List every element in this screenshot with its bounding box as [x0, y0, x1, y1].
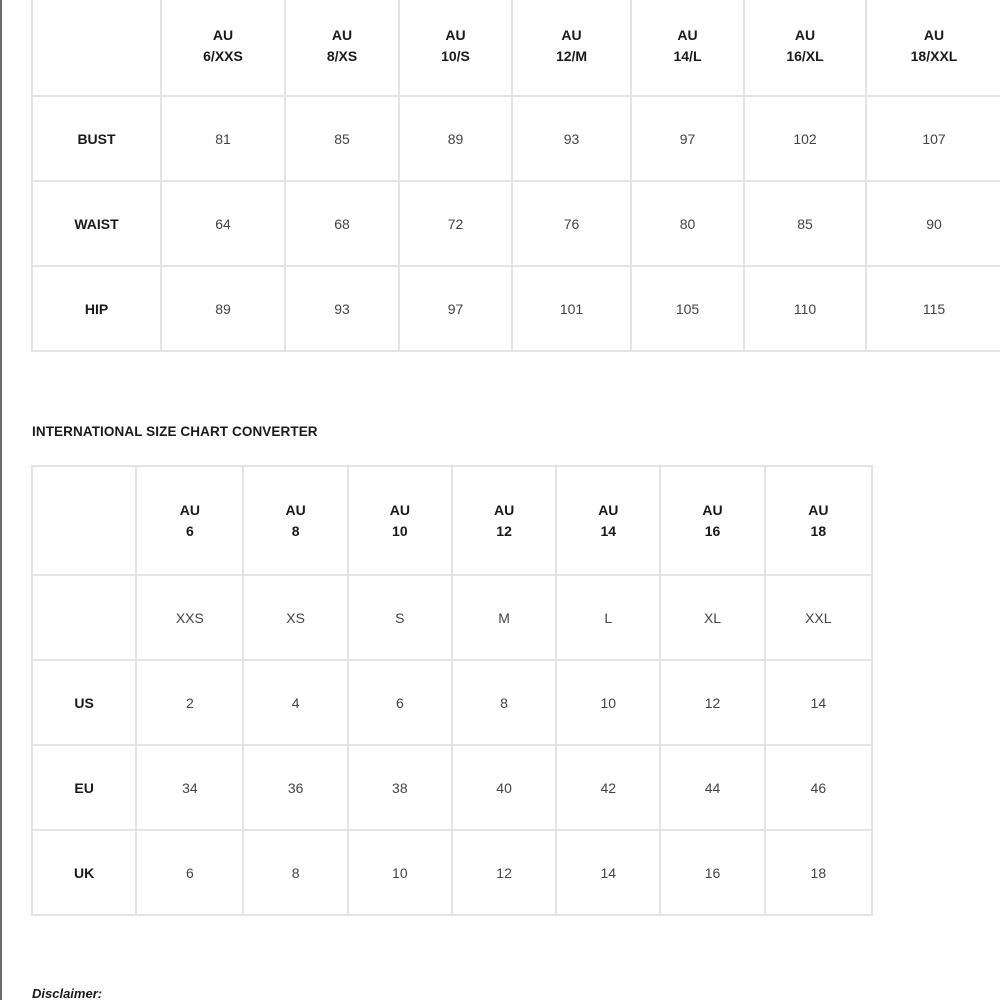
page-left-border: [0, 0, 2, 1000]
table-cell: 85: [745, 182, 865, 265]
table-cell: 102: [745, 97, 865, 180]
table-cell: 36: [244, 746, 346, 829]
size-header-region: AU: [794, 26, 816, 43]
size-header-cell: [766, 467, 871, 574]
size-header-region: AU: [598, 501, 619, 518]
row-label: WAIST: [33, 182, 160, 265]
table-cell: 8: [244, 831, 346, 914]
size-header-cell: [400, 0, 511, 95]
size-header-region: AU: [702, 501, 723, 518]
table-cell: 6: [349, 661, 451, 744]
size-header-size: 10/S: [441, 47, 470, 64]
table-cell: 2: [137, 661, 242, 744]
table-cell: 12: [661, 661, 763, 744]
table-header-row: [33, 467, 871, 574]
size-header-cell: [453, 467, 555, 574]
table-cell: 46: [766, 746, 871, 829]
size-header-size: 18: [810, 522, 827, 539]
size-converter-table: [31, 465, 873, 916]
size-header-size: 14: [600, 522, 617, 539]
table-cell: 14: [766, 661, 871, 744]
table-cell: 89: [162, 267, 284, 350]
size-header-cell: [661, 467, 763, 574]
table-cell: 16: [661, 831, 763, 914]
table-row-bust: [33, 97, 1000, 180]
table-cell: 101: [513, 267, 630, 350]
table-row-letter-size: [33, 576, 871, 659]
table-cell: 97: [632, 97, 743, 180]
table-row-hip: [33, 267, 1000, 350]
table-cell: 44: [661, 746, 763, 829]
size-measurement-table: [31, 0, 1000, 352]
table-cell: 6: [137, 831, 242, 914]
size-header-region: AU: [445, 26, 466, 43]
size-header-size: 10: [392, 522, 408, 539]
table-row-waist: [33, 182, 1000, 265]
table-cell: 93: [513, 97, 630, 180]
table-cell: 80: [632, 182, 743, 265]
table-cell: L: [557, 576, 659, 659]
row-label: EU: [33, 746, 135, 829]
table-cell: 85: [286, 97, 398, 180]
size-header-cell: [632, 0, 743, 95]
table-cell: 68: [286, 182, 398, 265]
size-header-size: 18/XXL: [910, 47, 958, 64]
table-cell: 42: [557, 746, 659, 829]
table-cell: 12: [453, 831, 555, 914]
size-header-region: AU: [561, 26, 582, 43]
size-header-size: 14/L: [673, 47, 702, 64]
size-header-region: AU: [923, 26, 945, 43]
table-cell: 110: [745, 267, 865, 350]
row-label: [33, 576, 135, 659]
size-header-region: AU: [677, 26, 698, 43]
table-row-us: [33, 661, 871, 744]
table-cell: 18: [766, 831, 871, 914]
row-label: BUST: [33, 97, 160, 180]
table-cell: XXS: [137, 576, 242, 659]
table-cell: 4: [244, 661, 346, 744]
table-cell: 34: [137, 746, 242, 829]
size-header-size: 8: [291, 522, 300, 539]
size-header-cell: [513, 0, 630, 95]
table-cell: 93: [286, 267, 398, 350]
size-header-cell: [162, 0, 284, 95]
table-cell: 76: [513, 182, 630, 265]
size-header-region: AU: [285, 501, 306, 518]
table-row-eu: [33, 746, 871, 829]
size-header-cell: [867, 0, 1000, 95]
table-cell: 10: [349, 831, 451, 914]
corner-cell: [33, 0, 160, 95]
size-header-cell: [745, 0, 865, 95]
table-row-uk: [33, 831, 871, 914]
table-header-row: [33, 0, 1000, 95]
table-cell: 89: [400, 97, 511, 180]
table-cell: 64: [162, 182, 284, 265]
size-header-cell: [557, 467, 659, 574]
disclaimer-label: Disclaimer:: [32, 986, 103, 1001]
table-cell: 38: [349, 746, 451, 829]
table-cell: 10: [557, 661, 659, 744]
table-cell: M: [453, 576, 555, 659]
table-cell: 14: [557, 831, 659, 914]
row-label: UK: [33, 831, 135, 914]
table-cell: S: [349, 576, 451, 659]
table-cell: XL: [661, 576, 763, 659]
size-header-cell: [244, 467, 346, 574]
size-header-size: 16: [704, 522, 721, 539]
table-cell: 115: [867, 267, 1000, 350]
section-title: INTERNATIONAL SIZE CHART CONVERTER: [32, 424, 318, 439]
size-header-cell: [286, 0, 398, 95]
table-cell: 105: [632, 267, 743, 350]
row-label: HIP: [33, 267, 160, 350]
size-header-cell: [137, 467, 242, 574]
size-header-size: 12/M: [555, 47, 588, 64]
row-label: US: [33, 661, 135, 744]
size-header-size: 8/XS: [326, 47, 358, 64]
table-cell: 81: [162, 97, 284, 180]
size-header-size: 12: [496, 522, 512, 539]
corner-cell: [33, 467, 135, 574]
table-cell: 40: [453, 746, 555, 829]
table-cell: 90: [867, 182, 1000, 265]
table-cell: 97: [400, 267, 511, 350]
table-cell: 107: [867, 97, 1000, 180]
table-cell: XS: [244, 576, 346, 659]
table-cell: XXL: [766, 576, 871, 659]
size-header-region: AU: [331, 26, 353, 43]
size-header-size: 16/XL: [786, 47, 824, 64]
size-header-size: 6/XXS: [203, 47, 243, 64]
size-header-cell: [349, 467, 451, 574]
size-header-region: AU: [212, 26, 234, 43]
size-header-region: AU: [179, 501, 200, 518]
table-cell: 8: [453, 661, 555, 744]
size-header-size: 6: [185, 522, 194, 539]
table-cell: 72: [400, 182, 511, 265]
size-header-region: AU: [493, 501, 515, 518]
size-header-region: AU: [389, 501, 410, 518]
size-header-region: AU: [808, 501, 829, 518]
